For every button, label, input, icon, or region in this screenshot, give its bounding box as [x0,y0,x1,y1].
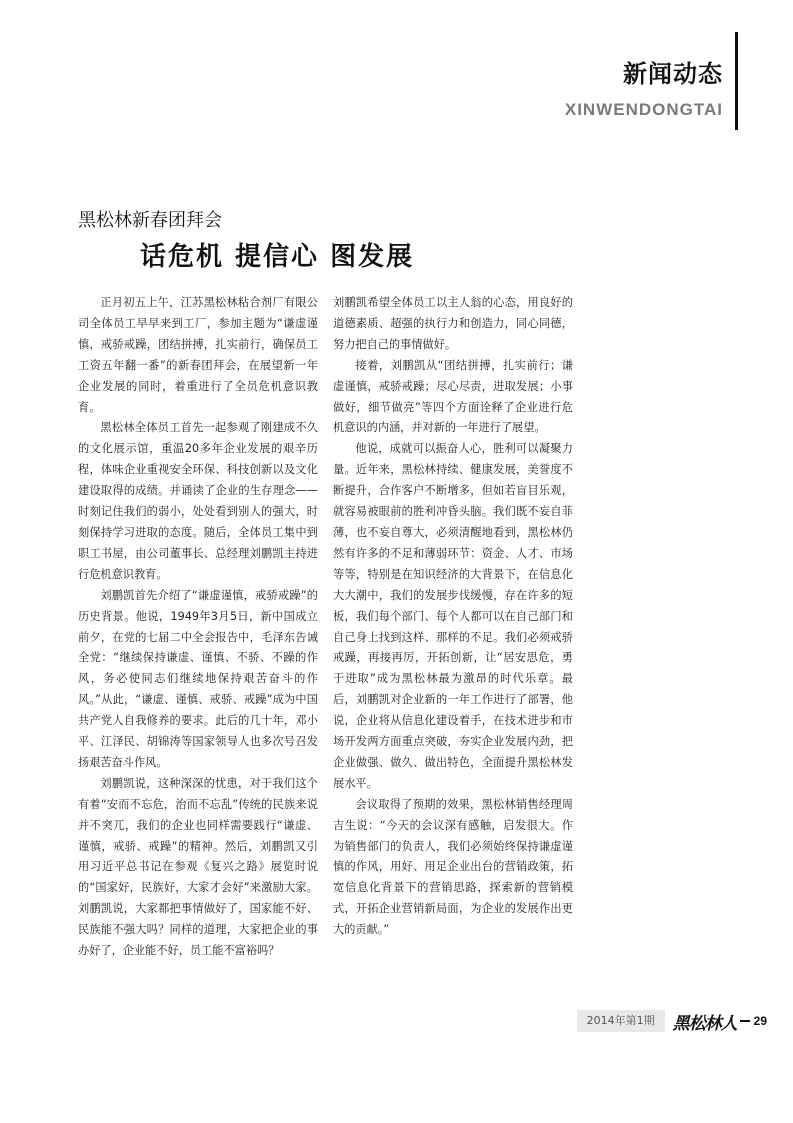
page-footer [577,1010,767,1032]
page-number: 29 [753,1014,767,1028]
paragraph: 他说，成就可以振奋人心，胜利可以凝聚力量。近年来，黑松林持续、健康发展，美誉度不断提升，合作客户不断增多，但如若盲目乐观，就容易被眼前的胜利冲昏头脑。我们既不妄自菲薄，也不妄自尊大，必须清醒地看到，黑松林仍然有许多的不足和薄弱环节：资金、人才、市场等等，特别是在知识经济的大背景下，在信息化大大潮中，我们的发展步伐缓慢，存在许多的短板，我们每个部门、每个人都可以在自己部门和自己身上找到这样、那样的不足。我们必须戒骄戒躁，再接再厉，开拓创新，让“居安思危，勇于进取”成为黑松林最为激昂的时代乐章。最后，刘鹏凯对企业新的一年工作进行了部署，他说，企业将从信息化建设着手，在技术进步和市场开发两方面重点突破，夯实企业发展内劲，把企业做强、做久、做出特色，全面提升黑松林发展水平。 [333,442,573,790]
article-kicker: 黑松林新春团拜会 [78,210,222,231]
paragraph: 正月初五上午，江苏黑松林粘合剂厂有限公司全体员工早早来到工厂，参加主题为“谦虚谨慎，戒骄戒躁，团结拼搏，扎实前行，确保员工工资五年翻一番”的新春团拜会，在展望新一年企业发展的同时，着重进行了全员危机意识教育。 [78,296,318,414]
header-rule [735,32,738,130]
article-column-right [333,293,573,941]
section-title: 新闻动态 [623,60,723,88]
paragraph: 刘鹏凯说，这种深深的忧患，对于我们这个有着“安而不忘危，治而不忘乱”传统的民族来说并不突兀，我们的企业也同样需要践行“谦虚、谨慎，戒骄、戒躁”的精神。然后，刘鹏凯又引用习近平总书记在参观《复兴之路》展览时说的“国家好，民族好，大家才会好”来激励大家。刘鹏凯说，大家都把事情做好了，国家能不好、民族能不强大吗？同样的道理，大家把企业的事办好了，企业能不好，员工能不富裕吗？ [78,776,318,958]
article-headline: 话危机 提信心 图发展 [140,242,415,272]
section-title-pinyin: XINWENDONGTAI [564,100,723,119]
paragraph-continued: 刘鹏凯希望全体员工以主人翁的心态，用良好的道德素质、超强的执行力和创造力，同心同德，努力把自己的事情做好。 [333,296,573,351]
paragraph: 会议取得了预期的效果，黑松林销售经理周吉生说：“今天的会议深有感触，启发很大。作为销售部门的负责人，我们必须始终保持谦虚谨慎的作风，用好、用足企业出台的营销政策，拓宽信息化背景下的营销思路，探索新的营销模式，开拓企业营销新局面，为企业的发展作出更大的贡献。” [333,797,573,937]
paragraph: 接着，刘鹏凯从“团结拼搏，扎实前行；谦虚谨慎，戒骄戒躁；尽心尽责，进取发展；小事做好，细节做亮”等四个方面诠释了企业进行危机意识的内涵，并对新的一年进行了展望。 [333,358,573,435]
article-column-left [78,293,318,962]
issue-label: 2014年第1期 [577,1010,665,1032]
footer-dash [740,1020,750,1022]
paragraph: 黑松林全体员工首先一起参观了刚建成不久的文化展示馆，重温20多年企业发展的艰辛历程，体味企业重视安全环保、科技创新以及文化建设取得的成绩。并诵读了企业的生存理念——时刻记住我们的弱小，处处看到别人的强大，时刻保持学习进取的态度。随后，全体员工集中到职工书屋，由公司董事长、总经理刘鹏凯主持进行危机意识教育。 [78,421,318,581]
magazine-logo: 黑松林人 [672,1013,737,1034]
paragraph: 刘鹏凯首先介绍了“谦虚谨慎，戒骄戒躁”的历史背景。他说，1949年3月5日，新中国成立前夕，在党的七届二中全会报告中，毛泽东告诫全党：“继续保持谦虚、谨慎、不骄、不躁的作风，务必使同志们继续地保持艰苦奋斗的作风。”从此，“谦虚、谨慎、戒骄、戒躁”成为中国共产党人自我修养的要求。此后的几十年，邓小平、江泽民、胡锦涛等国家领导人也多次号召发扬艰苦奋斗作风。 [78,588,318,769]
section-header [565,58,723,120]
